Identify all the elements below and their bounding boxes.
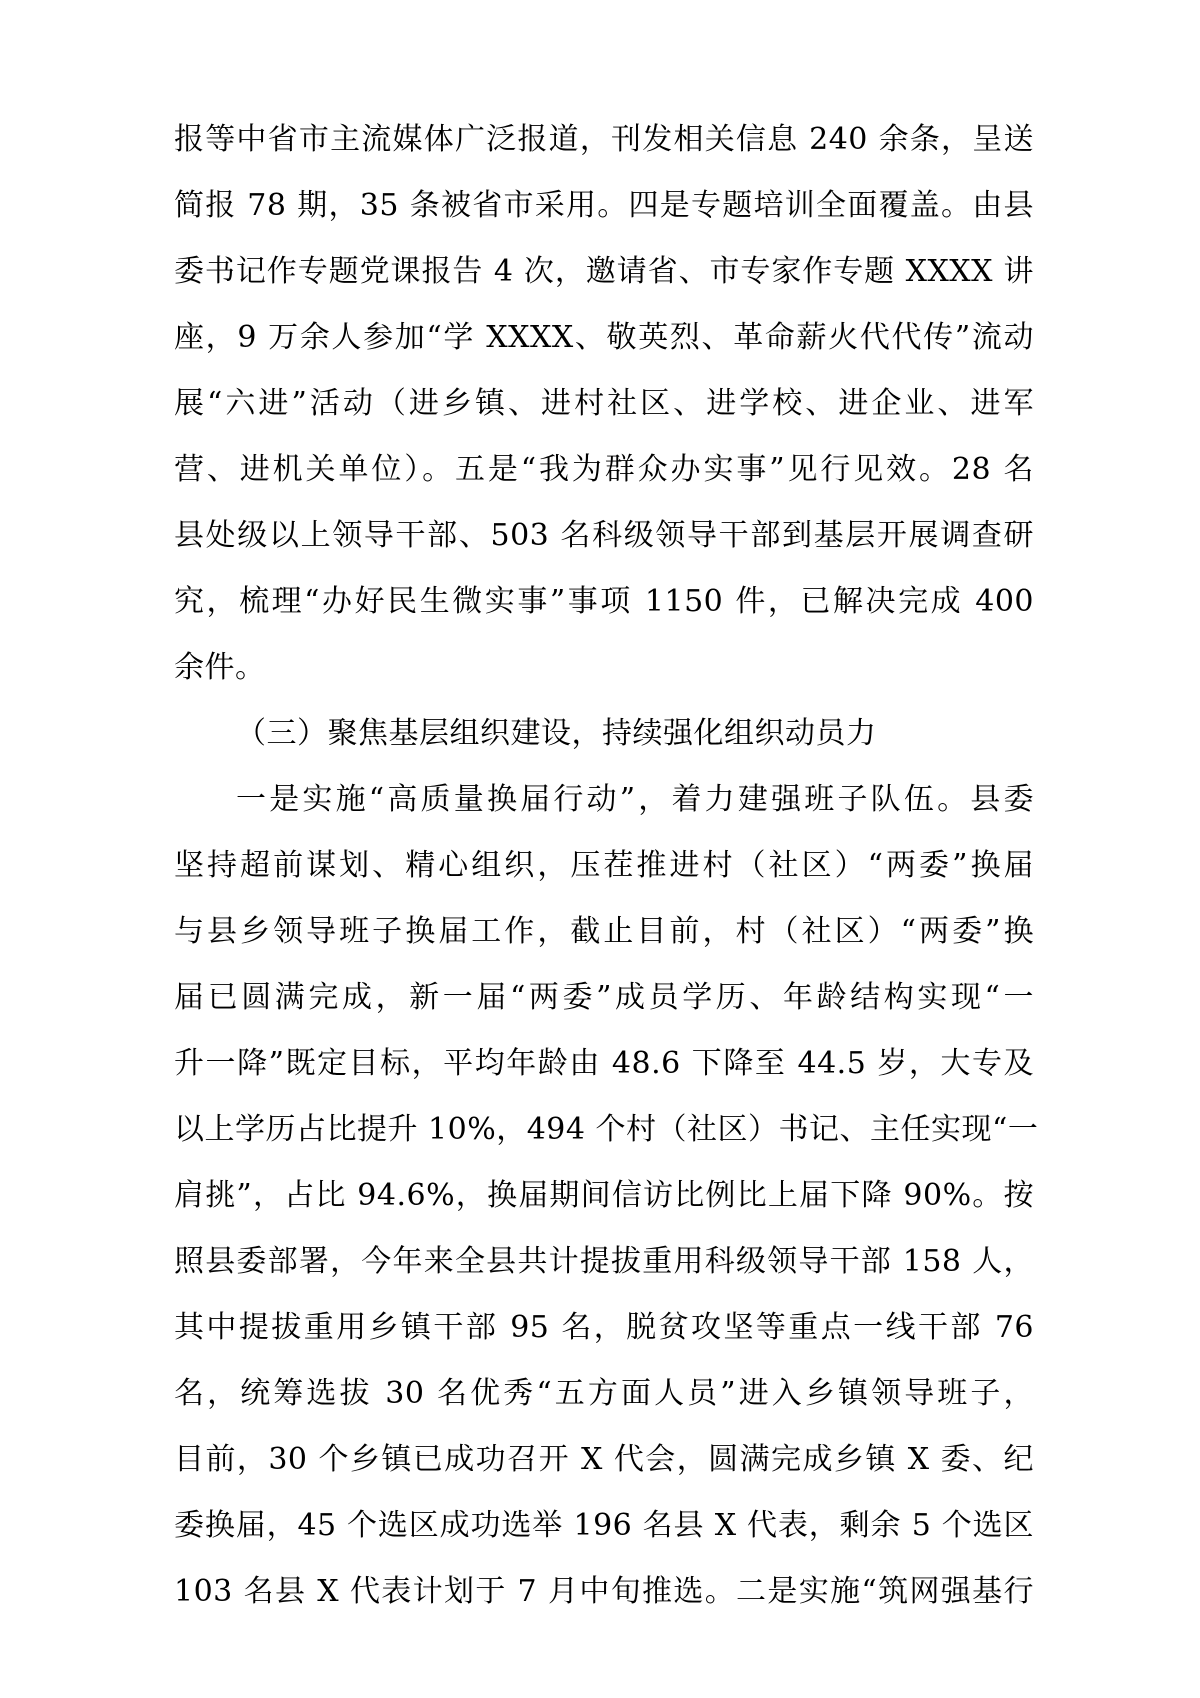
paragraph-line: 照县委部署，今年来全县共计提拔重用科级领导干部 158 人， <box>174 1244 1034 1279</box>
paragraph-line: 究，梳理“办好民生微实事”事项 1150 件，已解决完成 400 <box>174 584 1034 619</box>
paragraph-line: 其中提拔重用乡镇干部 95 名，脱贫攻坚等重点一线干部 76 <box>174 1310 1034 1345</box>
paragraph-line: 委书记作专题党课报告 4 次，邀请省、市专家作专题 XXXX 讲 <box>174 254 1034 289</box>
paragraph-line: 展“六进”活动（进乡镇、进村社区、进学校、进企业、进军 <box>174 386 1034 421</box>
paragraph-line: 营、进机关单位）。五是“我为群众办实事”见行见效。28 名 <box>174 452 1034 487</box>
paragraph-line: 报等中省市主流媒体广泛报道，刊发相关信息 240 余条，呈送 <box>174 122 1034 157</box>
section-heading: （三）聚焦基层组织建设，持续强化组织动员力 <box>236 716 877 751</box>
paragraph-line: 以上学历占比提升 10%，494 个村（社区）书记、主任实现“一 <box>174 1112 1039 1147</box>
paragraph-line: 座，9 万余人参加“学 XXXX、敬英烈、革命薪火代代传”流动 <box>174 320 1034 355</box>
paragraph-line: 与县乡领导班子换届工作，截止目前，村（社区）“两委”换 <box>174 914 1034 949</box>
paragraph-line: 目前，30 个乡镇已成功召开 X 代会，圆满完成乡镇 X 委、纪 <box>174 1442 1034 1477</box>
paragraph-line: 名，统筹选拔 30 名优秀“五方面人员”进入乡镇领导班子， <box>174 1376 1034 1411</box>
paragraph-line: 坚持超前谋划、精心组织，压茬推进村（社区）“两委”换届 <box>174 848 1034 883</box>
paragraph-line: 余件。 <box>174 650 266 685</box>
paragraph-line: 一是实施“高质量换届行动”，着力建强班子队伍。县委 <box>236 782 1034 817</box>
paragraph-line: 届已圆满完成，新一届“两委”成员学历、年龄结构实现“一 <box>174 980 1034 1015</box>
paragraph-line: 103 名县 X 代表计划于 7 月中旬推选。二是实施“筑网强基行 <box>174 1574 1034 1609</box>
paragraph-line: 委换届，45 个选区成功选举 196 名县 X 代表，剩余 5 个选区 <box>174 1508 1034 1543</box>
paragraph-line: 肩挑”，占比 94.6%，换届期间信访比例比上届下降 90%。按 <box>174 1178 1034 1213</box>
paragraph-line: 县处级以上领导干部、503 名科级领导干部到基层开展调查研 <box>174 518 1034 553</box>
paragraph-line: 简报 78 期，35 条被省市采用。四是专题培训全面覆盖。由县 <box>174 188 1034 223</box>
paragraph-line: 升一降”既定目标，平均年龄由 48.6 下降至 44.5 岁，大专及 <box>174 1046 1034 1081</box>
